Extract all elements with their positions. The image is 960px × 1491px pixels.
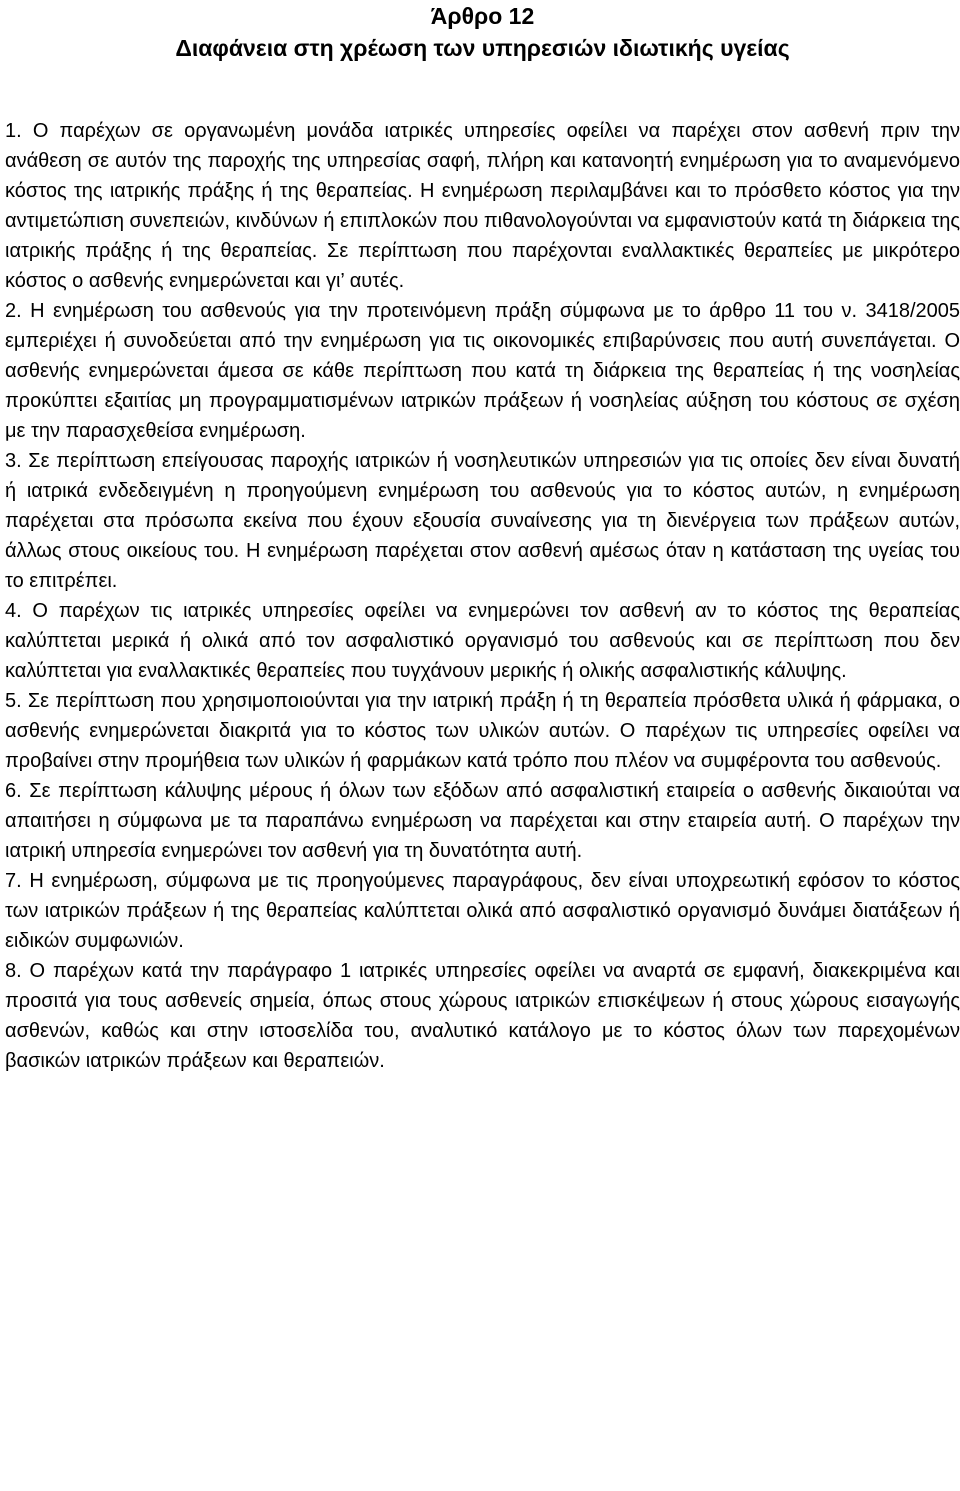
paragraph-7: 7. Η ενημέρωση, σύμφωνα με τις προηγούμενες παραγράφους, δεν είναι υποχρεωτική εφόσον το κόστος των ιατρικών πράξεων ή της θεραπείας καλύπτεται ολικά από ασφαλιστικό οργανισμό δυνάμει διατάξεων ή ειδικών συμφωνιών. [5,870,960,952]
paragraph-1: 1. Ο παρέχων σε οργανωμένη μονάδα ιατρικές υπηρεσίες οφείλει να παρέχει στον ασθενή πριν την ανάθεση σε αυτόν της παροχής της υπηρεσίας σαφή, πλήρη και κατανοητή ενημέρωση για το αναμενόμενο κόστος της ιατρικής πράξης ή της θεραπείας. Η ενημέρωση περιλαμβάνει και το πρόσθετο κόστος για την αντιμετώπιση συνεπειών, κινδύνων ή επιπλοκών που πιθανολογούνται να εμφανιστούν κατά τη διάρκεια της ιατρικής πράξης ή της θεραπείας. Σε περίπτωση που παρέχονται εναλλακτικές θεραπείες με μικρότερο κόστος ο ασθενής ενημερώνεται και γι’ αυτές. [5,120,960,292]
paragraph-4: 4. Ο παρέχων τις ιατρικές υπηρεσίες οφείλει να ενημερώνει τον ασθενή αν το κόστος της θεραπείας καλύπτεται μερικά ή ολικά από τον ασφαλιστικό οργανισμό του ασθενούς και σε περίπτωση που δεν καλύπτεται για εναλλακτικές θεραπείες που τυγχάνουν μερικής ή ολικής ασφαλιστικής κάλυψης. [5,600,960,682]
paragraph-3: 3. Σε περίπτωση επείγουσας παροχής ιατρικών ή νοσηλευτικών υπηρεσιών για τις οποίες δεν είναι δυνατή ή ιατρικά ενδεδειγμένη η προηγούμενη ενημέρωση του ασθενούς για το κόστος αυτών, η ενημέρωση παρέχεται στα πρόσωπα εκείνα που έχουν εξουσία συναίνεσης για τη διενέργεια των πράξεων αυτών, άλλως στους οικείους του. Η ενημέρωση παρέχεται στον ασθενή αμέσως όταν η κατάσταση της υγείας του το επιτρέπει. [5,450,960,592]
article-number-heading: Άρθρο 12 [430,3,535,29]
paragraph-6: 6. Σε περίπτωση κάλυψης μέρους ή όλων των εξόδων από ασφαλιστική εταιρεία ο ασθενής δικαιούται να απαιτήσει η σύμφωνα με τα παραπάνω ενημέρωση να παρέχεται και στην εταιρεία αυτή. Ο παρέχων την ιατρική υπηρεσία ενημερώνει τον ασθενή για τη δυνατότητα αυτή. [5,780,960,862]
paragraph-5: 5. Σε περίπτωση που χρησιμοποιούνται για την ιατρική πράξη ή τη θεραπεία πρόσθετα υλικά ή φάρμακα, ο ασθενής ενημερώνεται διακριτά για το κόστος των υλικών αυτών. Ο παρέχων τις υπηρεσίες οφείλει να προβαίνει στην προμήθεια των υλικών ή φαρμάκων κατά τρόπο που πλέον να συμφέροντα του ασθενούς. [5,690,960,772]
document-page [5,0,960,1076]
heading-spacer [5,64,960,116]
paragraph-2: 2. Η ενημέρωση του ασθενούς για την προτεινόμενη πράξη σύμφωνα με το άρθρο 11 του ν. 3418/2005 εμπεριέχει ή συνοδεύεται από την ενημέρωση για τις οικονομικές επιβαρύνσεις που αυτή συνεπάγεται. Ο ασθενής ενημερώνεται άμεσα σε κάθε περίπτωση που κατά τη διάρκεια της θεραπείας ή της νοσηλείας προκύπτει εξαιτίας μη προγραμματισμένων ιατρικών πράξεων ή νοσηλείας αύξηση του κόστους σε σχέση με την παρασχεθείσα ενημέρωση. [5,300,960,442]
article-title-heading: Διαφάνεια στη χρέωση των υπηρεσιών ιδιωτικής υγείας [175,35,790,61]
paragraph-8: 8. Ο παρέχων κατά την παράγραφο 1 ιατρικές υπηρεσίες οφείλει να αναρτά σε εμφανή, διακεκριμένα και προσιτά για τους ασθενείς σημεία, όπως στους χώρους ιατρικών επισκέψεων ή στους χώρους εισαγωγής ασθενών, καθώς και στην ιστοσελίδα του, αναλυτικό κατάλογο με το κόστος όλων των παρεχομένων βασικών ιατρικών πράξεων και θεραπειών. [5,960,960,1072]
